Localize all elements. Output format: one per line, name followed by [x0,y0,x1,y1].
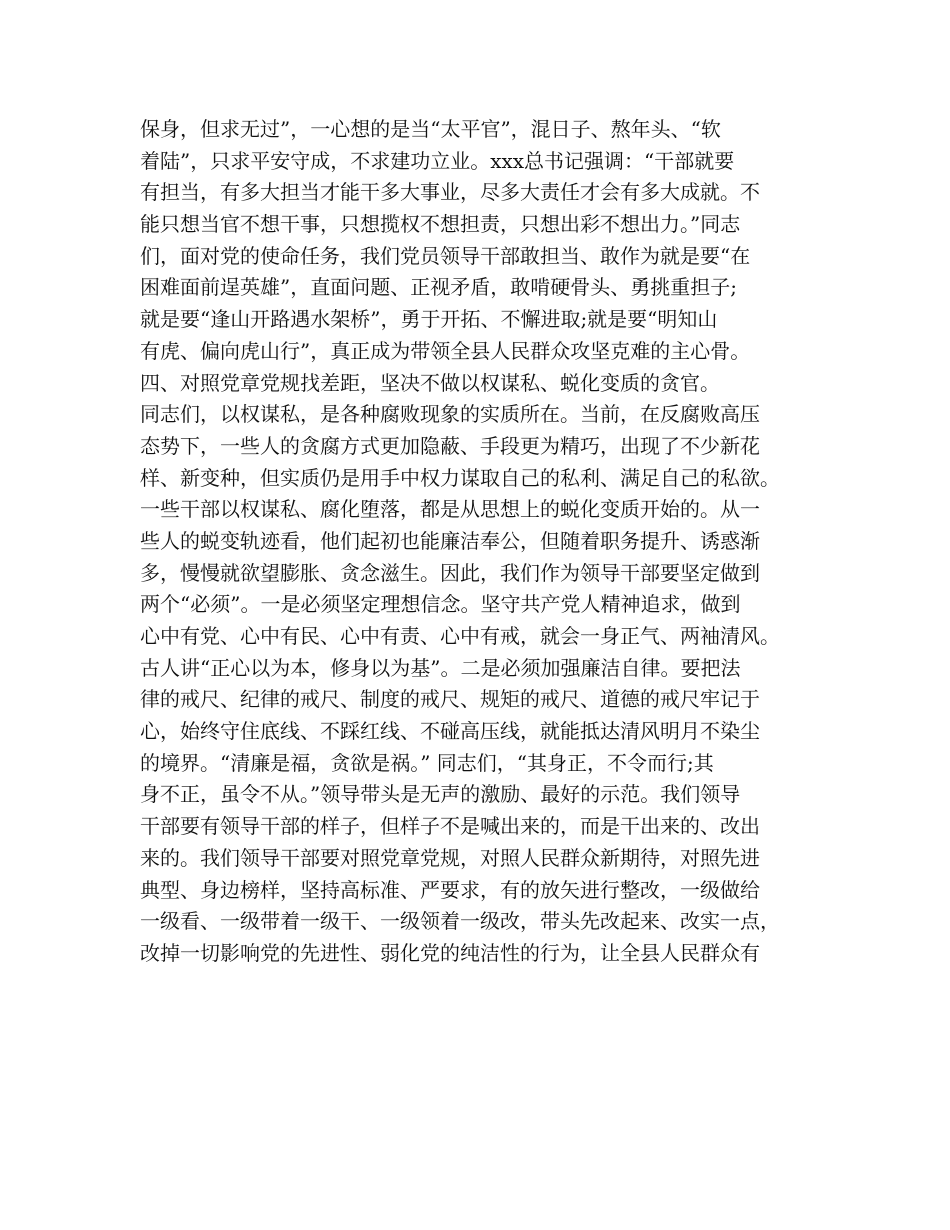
text-line: 律的戒尺、纪律的戒尺、制度的戒尺、规矩的戒尺、道德的戒尺牢记于 [140,687,760,712]
text-line: 典型、身边榜样，坚持高标准、严要求，有的放矢进行整改，一级做给 [140,877,760,902]
text-line: 一级看、一级带着一级干、一级领着一级改，带头先改起来、改实一点， [140,909,780,934]
text-line: 改掉一切影响党的先进性、弱化党的纯洁性的行为，让全县人民群众有 [140,940,760,965]
text-line: 的境界。“清廉是福，贪欲是祸。” 同志们，“其身正，不令而行;其 [140,750,714,775]
text-line: 有担当，有多大担当才能干多大事业，尽多大责任才会有多大成就。不 [140,180,760,205]
text-line: 着陆”，只求平安守成，不求建功立业。xxx总书记强调：“干部就要 [140,148,735,173]
text-line: 古人讲“正心以为本，修身以为基”。二是必须加强廉洁自律。要把法 [140,655,741,680]
text-line: 就是要“逢山开路遇水架桥”，勇于开拓、不懈进取;就是要“明知山 [140,307,718,332]
text-line: 多，慢慢就欲望膨胀、贪念滋生。因此，我们作为领导干部要坚定做到 [140,560,760,585]
text-line: 们，面对党的使命任务，我们党员领导干部敢担当、敢作为就是要“在 [140,243,751,268]
section-heading: 四、对照党章党规找差距，坚决不做以权谋私、蜕化变质的贪官。 [140,370,720,395]
text-line: 两个“必须”。一是必须坚定理想信念。坚守共产党人精神追求，做到 [140,592,741,617]
text-line: 同志们，以权谋私，是各种腐败现象的实质所在。当前，在反腐败高压 [140,402,760,427]
body-text [140,114,830,970]
text-line: 样、新变种，但实质仍是用手中权力谋取自己的私利、满足自己的私欲。 [140,465,780,490]
text-line: 来的。我们领导干部要对照党章党规，对照人民群众新期待，对照先进 [140,845,760,870]
text-line: 身不正，虽令不从。”领导带头是无声的激励、最好的示范。我们领导 [140,782,741,807]
text-line: 些人的蜕变轨迹看，他们起初也能廉洁奉公，但随着职务提升、诱惑渐 [140,528,760,553]
text-line: 保身，但求无过”，一心想的是当“太平官”，混日子、熬年头、“软 [140,117,721,141]
text-line: 干部要有领导干部的样子，但样子不是喊出来的，而是干出来的、改出 [140,814,760,839]
text-line: 心中有党、心中有民、心中有责、心中有戒，就会一身正气、两袖清风。 [140,624,780,648]
text-line: 态势下，一些人的贪腐方式更加隐蔽、手段更为精巧，出现了不少新花 [140,433,760,458]
text-line: 能只想当官不想干事，只想揽权不想担责，只想出彩不想出力。”同志 [140,212,741,237]
text-line: 困难面前逞英雄”，直面问题、正视矛盾，敢啃硬骨头、勇挑重担子; [140,275,737,300]
text-line: 有虎、偏向虎山行”，真正成为带领全县人民群众攻坚克难的主心骨。 [140,338,751,363]
text-line: 心，始终守住底线、不踩红线、不碰高压线，就能抵达清风明月不染尘 [140,719,760,744]
text-line: 一些干部以权谋私、腐化堕落，都是从思想上的蜕化变质开始的。从一 [140,497,760,522]
